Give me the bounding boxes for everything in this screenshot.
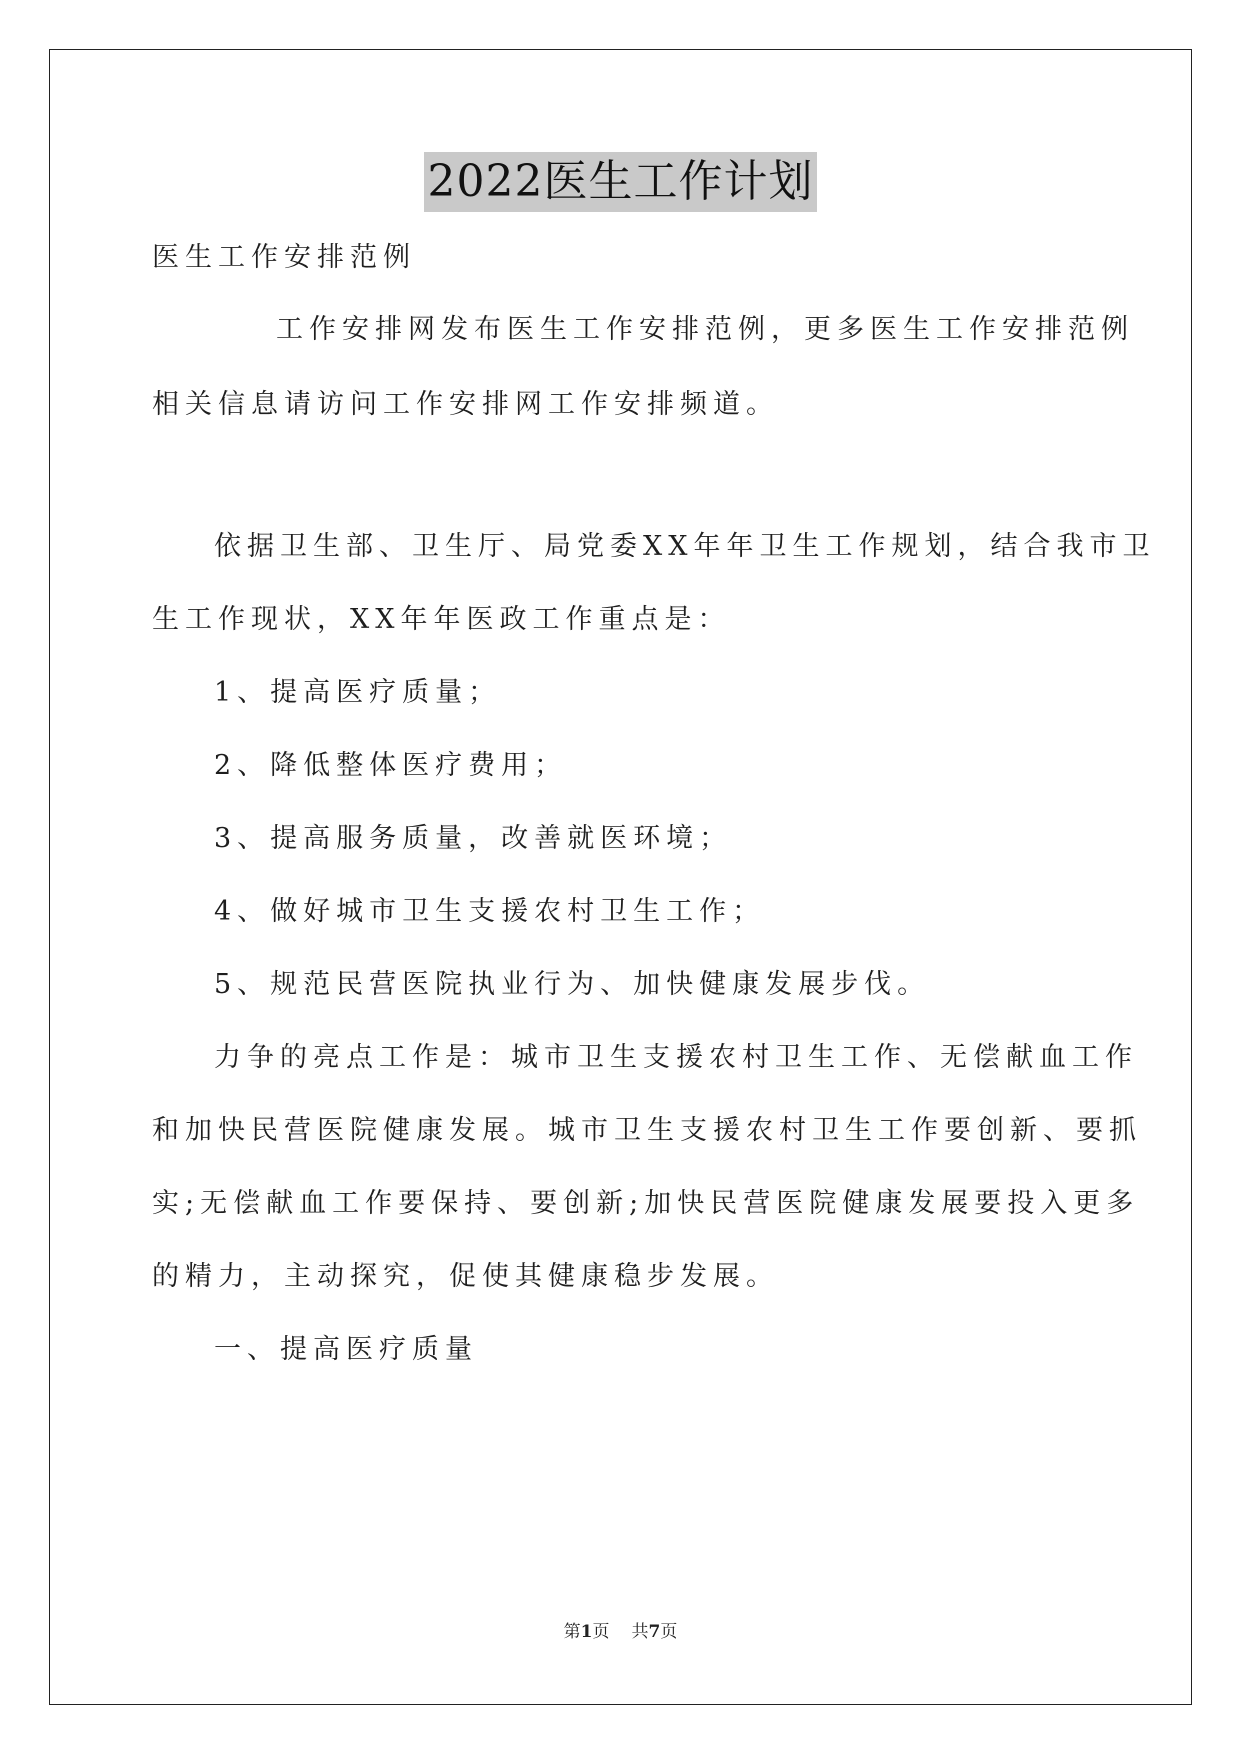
list-item: 1、提高医疗质量； [214,677,502,708]
paragraph-1-line-1: 依据卫生部、卫生厅、局党委XX年年卫生工作规划，结合我市卫 [214,531,1156,562]
total-suffix: 页 [660,1622,678,1642]
subtitle: 医生工作安排范例 [152,242,416,273]
paragraph-2-line-1: 力争的亮点工作是：城市卫生支援农村卫生工作、无偿献血工作 [214,1042,1138,1073]
page-footer [0,1621,1241,1643]
paragraph-2-line-4: 的精力，主动探究，促使其健康稳步发展。 [152,1261,779,1292]
document-title: 2022医生工作计划 [424,152,818,212]
current-page-number: 1 [580,1622,593,1642]
paragraph-2-line-2: 和加快民营医院健康发展。城市卫生支援农村卫生工作要创新、要抓 [152,1115,1142,1146]
intro-line-2: 相关信息请访问工作安排网工作安排频道。 [152,389,779,420]
page-prefix: 第 [563,1622,581,1642]
total-prefix: 共 [631,1622,649,1642]
intro-line-1: 工作安排网发布医生工作安排范例，更多医生工作安排范例 [276,314,1134,345]
list-item: 5、规范民营医院执业行为、加快健康发展步伐。 [214,969,931,1000]
list-item: 2、降低整体医疗费用； [214,750,568,781]
paragraph-1-line-2: 生工作现状，XX年年医政工作重点是： [152,604,731,635]
page-border [49,49,1192,1705]
section-heading: 一、提高医疗质量 [214,1334,478,1365]
page-suffix: 页 [592,1622,610,1642]
total-page-number: 7 [648,1622,661,1642]
paragraph-2-line-3: 实;无偿献血工作要保持、要创新;加快民营医院健康发展要投入更多 [152,1188,1140,1219]
list-item: 4、做好城市卫生支援农村卫生工作； [214,896,766,927]
list-item: 3、提高服务质量，改善就医环境； [214,823,733,854]
title-container [0,152,1241,212]
